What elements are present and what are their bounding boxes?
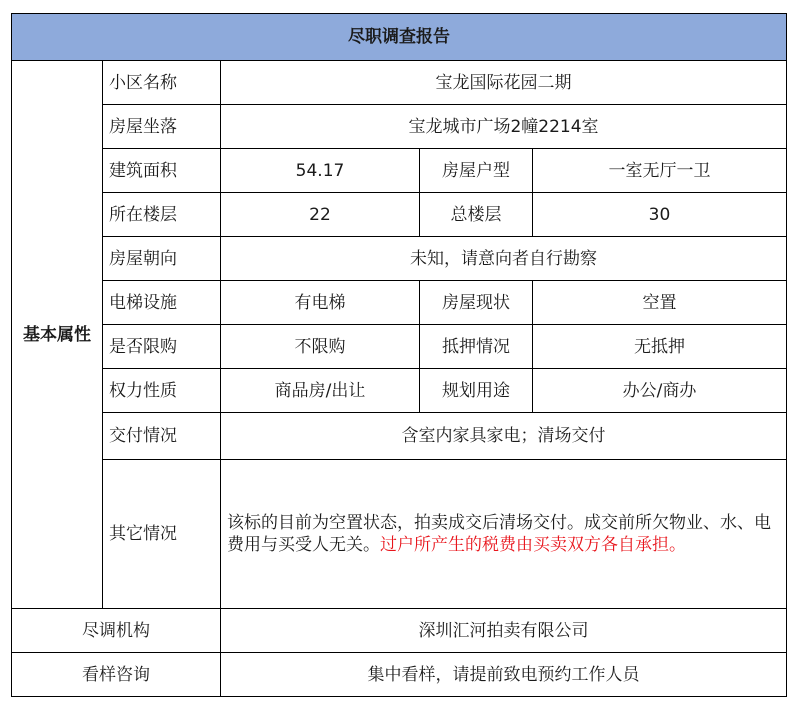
field-label: 尽调机构 xyxy=(12,609,221,653)
table-row xyxy=(12,61,787,105)
table-row xyxy=(12,369,787,413)
table-row xyxy=(12,105,787,149)
status-value: 空置 xyxy=(533,281,787,325)
field-label: 规划用途 xyxy=(420,369,533,413)
field-label: 看样咨询 xyxy=(12,653,221,697)
total-floors-value: 30 xyxy=(533,193,787,237)
table-row xyxy=(12,281,787,325)
field-label: 其它情况 xyxy=(103,460,221,609)
table-row xyxy=(12,413,787,460)
community-value: 宝龙国际花园二期 xyxy=(221,61,787,105)
notes-highlight: 过户所产生的税费由买卖双方各自承担。 xyxy=(380,535,686,555)
table-row xyxy=(12,653,787,697)
field-label: 电梯设施 xyxy=(103,281,221,325)
usage-value: 办公/商办 xyxy=(533,369,787,413)
orientation-value: 未知，请意向者自行勘察 xyxy=(221,237,787,281)
location-value: 宝龙城市广场2幢2214室 xyxy=(221,105,787,149)
field-label: 房屋朝向 xyxy=(103,237,221,281)
delivery-value: 含室内家具家电；清场交付 xyxy=(221,413,787,460)
field-label: 房屋现状 xyxy=(420,281,533,325)
rights-value: 商品房/出让 xyxy=(221,369,420,413)
notes-text: 该标的目前为空置状态，拍卖成交后清场交付。成交前所欠物业、水、电费用与买受人无关。 xyxy=(227,513,771,555)
floor-value: 22 xyxy=(221,193,420,237)
due-diligence-table xyxy=(11,13,787,697)
layout-value: 一室无厅一卫 xyxy=(533,149,787,193)
field-label: 抵押情况 xyxy=(420,325,533,369)
restriction-value: 不限购 xyxy=(221,325,420,369)
table-row xyxy=(12,193,787,237)
area-value: 54.17 xyxy=(221,149,420,193)
mortgage-value: 无抵押 xyxy=(533,325,787,369)
field-label: 房屋户型 xyxy=(420,149,533,193)
field-label: 总楼层 xyxy=(420,193,533,237)
field-label: 小区名称 xyxy=(103,61,221,105)
field-label: 是否限购 xyxy=(103,325,221,369)
report-title: 尽职调查报告 xyxy=(12,14,787,61)
field-label: 交付情况 xyxy=(103,413,221,460)
agency-value: 深圳汇河拍卖有限公司 xyxy=(221,609,787,653)
table-row xyxy=(12,609,787,653)
group-label: 基本属性 xyxy=(12,61,103,609)
table-row xyxy=(12,325,787,369)
viewing-value: 集中看样，请提前致电预约工作人员 xyxy=(221,653,787,697)
table-row xyxy=(12,460,787,609)
field-label: 所在楼层 xyxy=(103,193,221,237)
other-notes xyxy=(221,460,787,609)
field-label: 权力性质 xyxy=(103,369,221,413)
table-row xyxy=(12,149,787,193)
field-label: 房屋坐落 xyxy=(103,105,221,149)
elevator-value: 有电梯 xyxy=(221,281,420,325)
field-label: 建筑面积 xyxy=(103,149,221,193)
table-row xyxy=(12,237,787,281)
